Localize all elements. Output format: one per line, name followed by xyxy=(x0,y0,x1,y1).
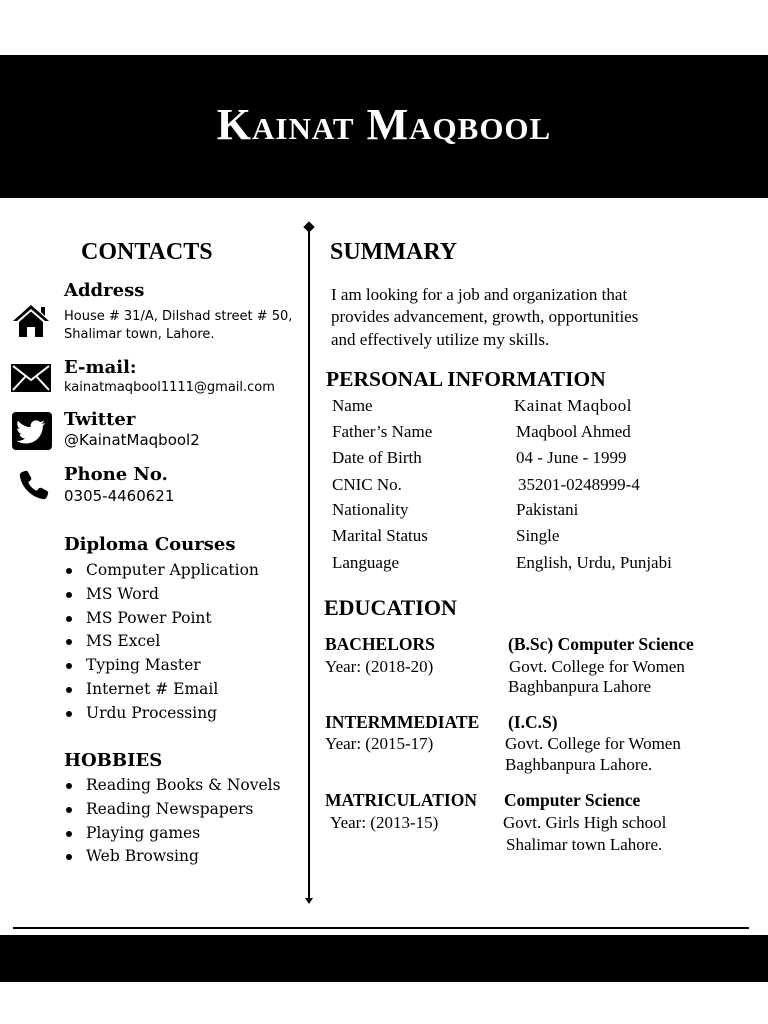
info-label: Name xyxy=(332,396,373,415)
info-value: Single xyxy=(516,526,560,545)
summary-heading: SUMMARY xyxy=(330,239,458,265)
edu-institute-city: Baghbanpura Lahore xyxy=(508,677,652,696)
info-row-nationality xyxy=(332,500,732,526)
footer-bar xyxy=(0,935,768,982)
info-label: Date of Birth xyxy=(332,448,422,467)
personal-info-heading: PERSONAL INFORMATION xyxy=(326,367,606,391)
info-label: Language xyxy=(332,553,400,572)
edu-degree: (B.Sc) Computer Science xyxy=(508,634,694,654)
home-icon xyxy=(11,303,51,344)
info-label: CNIC No. xyxy=(332,475,402,494)
edu-degree: (I.C.S) xyxy=(508,712,558,732)
list-item: Computer Application xyxy=(64,559,259,583)
edu-level: INTERMMEDIATE xyxy=(325,712,480,732)
education-heading: EDUCATION xyxy=(324,595,457,620)
list-item: Urdu Processing xyxy=(64,702,259,726)
info-row-marital xyxy=(332,526,732,552)
info-row-name xyxy=(332,396,732,422)
info-label: Marital Status xyxy=(332,526,428,545)
resume-name: Kainat Maqbool xyxy=(216,100,552,149)
edu-institute-city: Baghbanpura Lahore. xyxy=(505,755,653,774)
list-item: Web Browsing xyxy=(64,845,281,869)
edu-year: Year: (2018-20) xyxy=(325,657,434,676)
edu-degree: Computer Science xyxy=(504,790,641,810)
edu-institute: Govt. Girls High school xyxy=(503,813,667,832)
info-row-father xyxy=(332,422,732,448)
hobbies-list xyxy=(64,774,281,869)
list-item: MS Power Point xyxy=(64,607,259,631)
hobbies-heading: HOBBIES xyxy=(64,750,163,771)
diploma-heading: Diploma Courses xyxy=(64,534,236,555)
list-item: MS Excel xyxy=(64,630,259,654)
twitter-icon xyxy=(12,412,52,455)
twitter-handle[interactable]: @KainatMaqbool2 xyxy=(64,431,200,449)
phone-number[interactable]: 0305-4460621 xyxy=(64,487,175,505)
info-value: 35201-0248999-4 xyxy=(518,475,640,494)
summary-line1: I am looking for a job and organization that xyxy=(331,285,628,304)
list-item: Internet # Email xyxy=(64,678,259,702)
info-label: Father’s Name xyxy=(332,422,433,441)
email-label: E-mail: xyxy=(64,357,137,378)
summary-line2: provides advancement, growth, opportunities xyxy=(331,307,639,326)
list-item: MS Word xyxy=(64,583,259,607)
edu-year: Year: (2015-17) xyxy=(325,734,434,753)
summary-line3: and effectively utilize my skills. xyxy=(331,330,550,349)
list-item: Typing Master xyxy=(64,654,259,678)
twitter-label: Twitter xyxy=(64,409,136,430)
edu-institute: Govt. College for Women xyxy=(509,657,685,676)
info-value: Pakistani xyxy=(516,500,579,519)
envelope-icon xyxy=(11,364,51,397)
edu-institute: Govt. College for Women xyxy=(505,734,681,753)
address-line2: Shalimar town, Lahore. xyxy=(64,327,215,342)
info-row-dob xyxy=(332,448,732,474)
info-row-language xyxy=(332,553,732,579)
divider-bottom-cap xyxy=(305,898,313,904)
list-item: Reading Books & Novels xyxy=(64,774,281,798)
info-value: Kainat Maqbool xyxy=(514,396,632,415)
phone-label: Phone No. xyxy=(64,464,168,485)
edu-level: BACHELORS xyxy=(325,634,435,654)
contacts-heading: CONTACTS xyxy=(81,239,213,265)
column-divider xyxy=(308,228,310,902)
diploma-list xyxy=(64,559,259,726)
address-label: Address xyxy=(64,280,145,301)
edu-level: MATRICULATION xyxy=(325,790,477,810)
edu-institute-city: Shalimar town Lahore. xyxy=(506,835,663,854)
info-label: Nationality xyxy=(332,500,409,519)
info-value: English, Urdu, Punjabi xyxy=(516,553,672,572)
list-item: Playing games xyxy=(64,822,281,846)
phone-icon xyxy=(18,469,50,506)
email-link[interactable]: kainatmaqbool1111@gmail.com xyxy=(64,380,275,395)
info-value: 04 - June - 1999 xyxy=(516,448,627,467)
info-row-cnic xyxy=(332,475,732,501)
list-item: Reading Newspapers xyxy=(64,798,281,822)
edu-year: Year: (2013-15) xyxy=(330,813,439,832)
address-line1: House # 31/A, Dilshad street # 50, xyxy=(64,309,293,324)
info-value: Maqbool Ahmed xyxy=(516,422,631,441)
footer-rule xyxy=(13,927,749,929)
